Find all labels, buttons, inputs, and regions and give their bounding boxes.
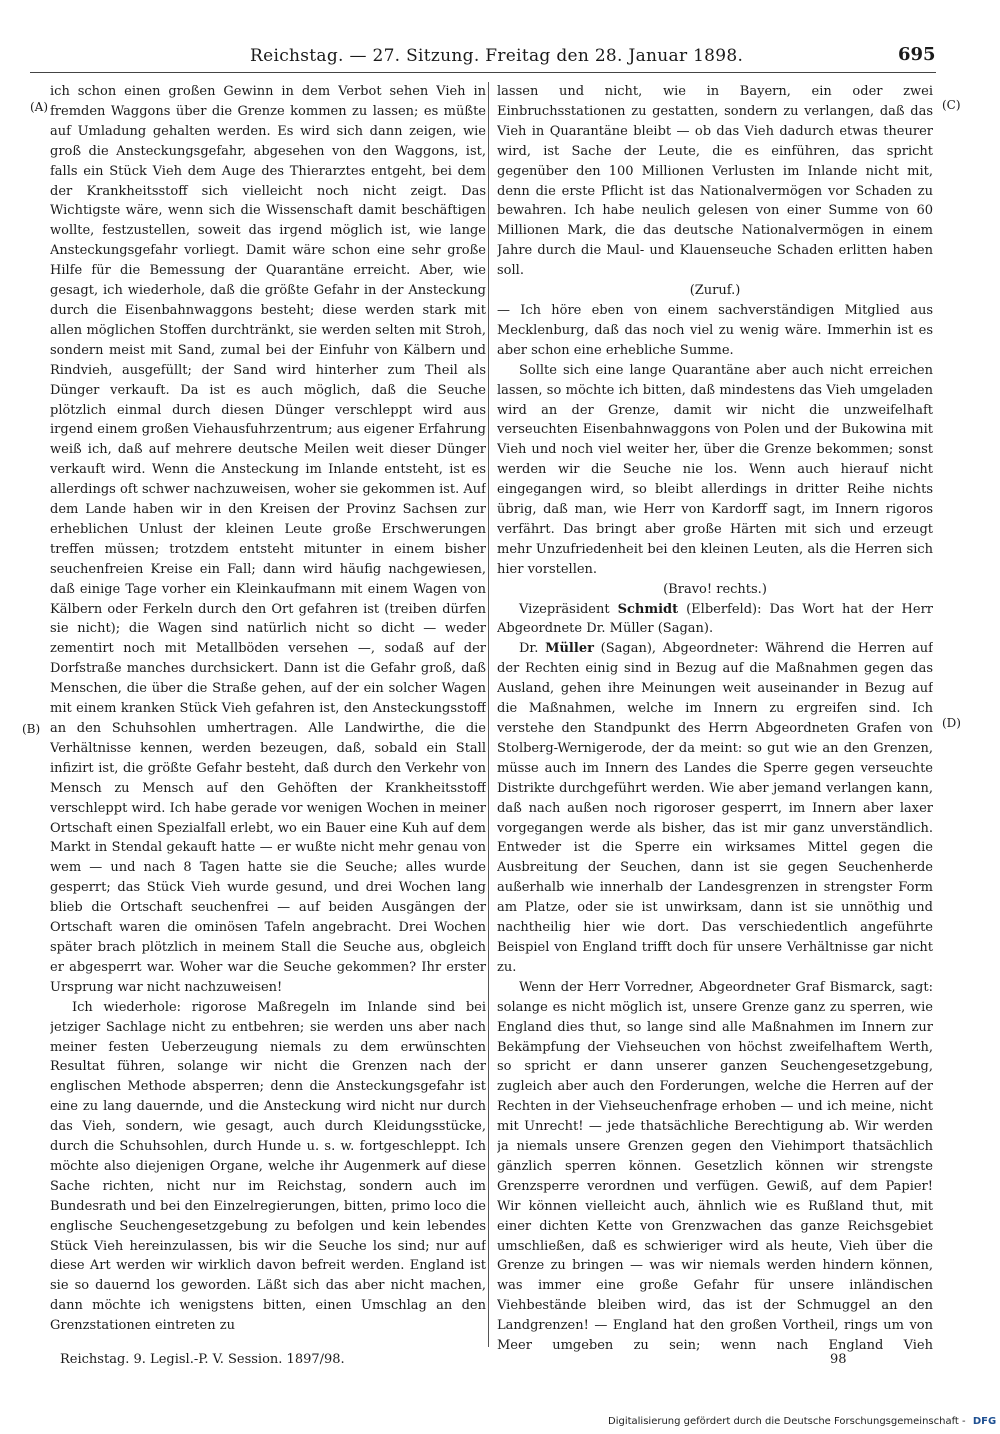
digitization-credit — [608, 1416, 996, 1427]
right-paragraph-1: lassen und nicht, wie in Bayern, ein oder zwei Einbruchsstationen zu gestatten, sondern zu verlangen, daß das Vieh in Quarantäne bleibt — ob das Vieh dadurch etwas theurer wird, ist Sache der Leute, die es einführen, das spricht gegenüber den 100 Millionen Verlusten im Inlande nicht mit, denn die erste Pflicht ist das Nationalvermögen vor Schaden zu bewahren. Ich habe neulich gelesen von einer Summe von 60 Millionen Mark, die das deutsche Nationalvermögen in einem Jahre durch die Maul- und Klauenseuche Schaden erlitten haben soll. — [497, 84, 933, 279]
margin-letter-b: (B) — [22, 722, 41, 736]
speaker-title: Dr. — [519, 641, 546, 657]
left-column — [50, 82, 486, 1352]
page-number: 695 — [898, 44, 936, 65]
mueller-speech-text: (Sagan), Abgeordneter: Während die Herren auf der Rechten einig sind in Bezug auf die Maßnahmen gegen das Ausland, gehen ihre Meinungen weit auseinander in Bezug auf die Maßnahmen, welche im Innern zu ergreifen sind. Ich verstehe den Standpunkt des Herrn Abgeordneten Grafen von Stolberg-Wernigerode, der da meint: so gut wie an den Grenzen, müsse auch im Innern des Landes die Sperre gegen verseuchte Distrikte durchgeführt werden. Wie aber jemand verlangen kann, daß nach außen noch rigoroser gesperrt, im Innern aber laxer vorgegangen werde als bisher, das ist mir ganz unverständlich. Entweder ist die Sperre ein wirksames Mittel gegen die Ausbreitung der Seuchen, dann ist sie gegen Seuchenherde außerhalb wie innerhalb der Landesgrenzen in strengster Form am Platze, oder sie ist unwirksam, dann ist sie unnöthig und nachtheilig hier wie dort. Das verschiedentlich angeführte Beispiel von England trifft doch für unsere Verhältnisse gar nicht zu. — [497, 641, 933, 975]
interjection-zuruf: (Zuruf.) — [689, 283, 741, 299]
footer-session-info: Reichstag. 9. Legisl.-P. V. Session. 1897/98. — [60, 1352, 345, 1367]
speaker-name-mueller: Müller — [545, 641, 594, 657]
mueller-speech-opening — [497, 639, 933, 977]
speaker-announcement-text: (Elberfeld): Das Wort hat der Herr Abgeordnete Dr. Müller (Sagan). — [497, 601, 933, 637]
margin-letter-d: (D) — [942, 716, 961, 730]
right-paragraph-3: Sollte sich eine lange Quarantäne aber auch nicht erreichen lassen, so möchte ich bitten, daß mindestens das Vieh umgeladen wird an der Grenze, damit wir nicht die unzweifelhaft verseuchten Eisenbahnwaggons von Polen und der Bukowina mit Vieh und noch viel weiter her, über die Grenze bekommen; sonst werden wir die Seuche nie los. Wenn auch hierauf nicht eingegangen wird, so bleibt allerdings in dritter Reihe nichts übrig, daß man, wie Herr von Kardorff sagt, im Innern rigoros verfährt. Das bringt aber große Härten mit sich und erzeugt mehr Unzufriedenheit bei den kleinen Leuten, als die Herren sich hier vorstellen. — [497, 362, 933, 577]
right-column — [497, 82, 933, 1352]
margin-letter-c: (C) — [942, 98, 961, 112]
running-head: Reichstag. — 27. Sitzung. Freitag den 28. Januar 1898. — [250, 46, 744, 66]
speaker-role: Vizepräsident — [519, 601, 618, 617]
right-paragraph-6: Wenn der Herr Vorredner, Abgeordneter Graf Bismarck, sagt: solange es nicht möglich ist, unsere Grenze ganz zu sperren, wie England dies thut, so lange sind alle Maßnahmen im Innern zur Bekämpfung der Viehseuchen von höchst zweifelhaftem Werth, so spricht er dann unserer ganzen Seuchengesetzgebung, zugleich aber auch den Forderungen, welche die Herren auf der Rechten in der Viehseuchenfrage erhoben — und ich meine, nicht mit Unrecht! — jede thatsächliche Berechtigung ab. Wir werden ja niemals unsere Grenzen gegen den Viehimport thatsächlich gänzlich sperren können. Gesetzlich können wir strengste Grenzsperre verordnen und verfügen. Gewiß, auf dem Papier! Wir können vielleicht auch, ähnlich wie es Rußland thut, mit einer dichten Kette von Grenzwachen das ganze Reichsgebiet umschließen, daß es schwieriger wird als heute, Vieh über die Grenze zu bringen — was wir niemals werden hindern können, was immer eine große Gefahr für unsere inländischen Viehbestände bleiben wird, das ist der Schmuggel an den Landgrenzen! — England hat den großen Vortheil, rings um von Meer umgeben zu sein; wenn nach England Vieh — [497, 979, 933, 1352]
digitization-credit-text: Digitalisierung gefördert durch die Deutsche Forschungsgemeinschaft - — [608, 1416, 966, 1427]
left-paragraph-2: Ich wiederhole: rigorose Maßregeln im Inlande sind bei jetziger Sachlage nicht zu entbehren; sie werden uns aber nach meiner festen Ueberzeugung niemals zu dem erwünschten Resultat führen, solange wir nicht die Grenzen nach der englischen Methode absperren; denn die Ansteckungsgefahr ist eine zu lang dauernde, und die Ansteckung wird nicht nur durch das Vieh, sondern, wie gesagt, auch durch Kleidungsstücke, durch die Schuhsohlen, durch Hunde u. s. w. fortgeschleppt. Ich möchte also diejenigen Organe, welche ihr Augenmerk auf diese Sache richten, nicht nur im Reichstag, sondern auch im Bundesrath und bei den Einzelregierungen, bitten, primo loco die englische Seuchengesetzgebung zu befolgen und kein lebendes Stück Vieh hereinzulassen, bis wir die Seuche los sind; nur auf diese Art werden wir wirklich davon befreit werden. England ist sie so dauernd los geworden. Läßt sich das aber nicht machen, dann möchte ich wenigstens bitten, einen Umschlag an den Grenzstationen eintreten zu — [50, 999, 486, 1334]
column-divider — [488, 82, 489, 1347]
footer-signature-number: 98 — [830, 1352, 847, 1367]
dfg-logo: DFG — [972, 1416, 997, 1427]
interjection-bravo: (Bravo! rechts.) — [663, 581, 767, 597]
speaker-announcement — [497, 600, 933, 640]
left-paragraph-1: ich schon einen großen Gewinn in dem Verbot sehen Vieh in fremden Waggons über die Grenze kommen zu lassen; es müßte auf Umladung gehalten werden. Es wird sich dann zeigen, wie groß die Ansteckungsgefahr, abgesehen von den Waggons, ist, falls ein Stück Vieh dem Auge des Thierarztes entgeht, bei dem der Krankheitsstoff sich vielleicht noch nicht zeigt. Das Wichtigste wäre, wenn sich die Wissenschaft damit beschäftigen wollte, festzustellen, soweit das irgend möglich ist, wie lange Ansteckungsgefahr vorliegt. Damit wäre schon eine sehr große Hilfe für die Bemessung der Quarantäne erreicht. Aber, wie gesagt, ich wiederhole, daß die größte Gefahr in der Ansteckung durch die Eisenbahnwaggons besteht; diese werden stark mit allen möglichen Stoffen durchtränkt, sie werden selten mit Stroh, sondern meist mit Sand, zumal bei der Einfuhr von Kälbern und Rindvieh, ausgefüllt; der Sand wird hinterher zum Theil als Dünger verkauft. Da ist es auch möglich, daß die Seuche plötzlich einmal durch diesen Dünger verschleppt wird aus irgend einem großen Viehausfuhrzentrum; aus eigener Erfahrung weiß ich, daß auf mehrere deutsche Meilen weit dieser Dünger verkauft wird. Wenn die Ansteckung im Inlande entsteht, ist es allerdings oft schwer nachzuweisen, woher sie gekommen ist. Auf dem Lande haben wir in den Kreisen der Provinz Sachsen zur erheblichen Unlust der kleinen Leute große Erschwerungen treffen müssen; trotzdem entsteht mitunter in einem bisher seuchenfreien Kreise ein Fall; dann wird häufig nachgewiesen, daß einige Tage vorher ein Kleinkaufmann mit einem Wagen von Kälbern oder Ferkeln durch den Ort gefahren ist (treiben dürfen sie nicht); die Wagen sind natürlich nicht so dicht — weder zementirt noch mit Metallböden versehen —, sodaß auf der Dorfstraße manches durchsickert. Dann ist die Gefahr groß, daß Menschen, die über die Straße gehen, auf der ein solcher Wagen mit einem kranken Stück Vieh gefahren ist, den Ansteckungsstoff an den Schuhsohlen umhertragen. Alle Landwirthe, die die Verhältnisse kennen, werden bezeugen, daß, sobald ein Stall infizirt ist, die größte Gefahr besteht, daß durch den Verkehr von Mensch zu Mensch auf den Gehöften der Krankheitsstoff verschleppt wird. Ich habe gerade vor wenigen Wochen in meiner Ortschaft einen Spezialfall erlebt, wo ein Bauer eine Kuh auf dem Markt in Stendal gekauft hatte — er wußte nicht mehr genau von wem — und nach 8 Tagen hatte sie die Seuche; alles wurde gesperrt; das Stück Vieh wurde gesund, und drei Wochen lang blieb die Ortschaft seuchenfrei — auf beiden Ausgängen der Ortschaft waren die ominösen Tafeln angebracht. Drei Wochen später brach plötzlich in meinem Stall die Seuche aus, obgleich er abgesperrt war. Woher war die Seuche gekommen? Ihr erster Ursprung war nicht nachzuweisen! — [50, 84, 486, 995]
header-rule — [30, 72, 936, 73]
speaker-name-schmidt: Schmidt — [617, 601, 679, 617]
right-paragraph-2: — Ich höre eben von einem sachverständigen Mitglied aus Mecklenburg, daß das noch viel zu wenig wäre. Immerhin ist es aber schon eine erhebliche Summe. — [497, 302, 933, 358]
margin-letter-a: (A) — [30, 100, 49, 114]
